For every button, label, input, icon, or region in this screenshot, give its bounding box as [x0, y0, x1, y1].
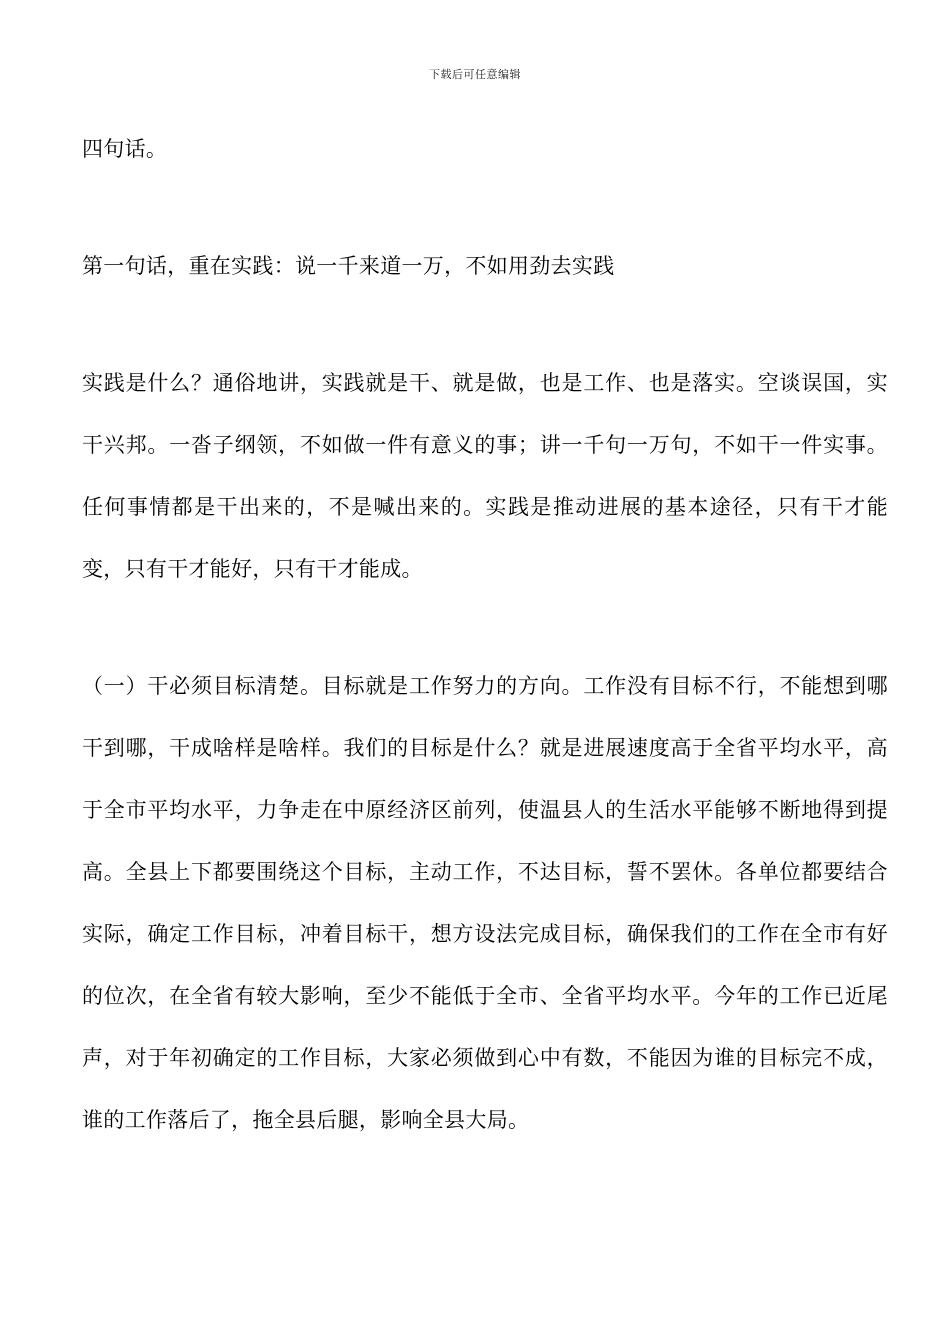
intro-line: 四句话。 [82, 137, 168, 161]
paragraph-goals: （一）干必须目标清楚。目标就是工作努力的方向。工作没有目标不行，不能想到哪干到哪，干成啥样是啥样。我们的目标是什么？就是进展速度高于全省平均水平，高于全市平均水平，力争走在中原经济区前列，使温县人的生活水平能够不断地得到提高。全县上下都要围绕这个目标，主动工作，不达目标，誓不罢休。各单位都要结合实际，确定工作目标，冲着目标干，想方设法完成目标，确保我们的工作在全市有好的位次，在全省有较大影响，至少不能低于全市、全省平均水平。今年的工作已近尾声，对于年初确定的工作目标，大家必须做到心中有数，不能因为谁的目标完不成，谁的工作落后了，拖全县后腿，影响全县大局。 [82, 674, 888, 1132]
header-note: 下载后可任意编辑 [429, 68, 521, 81]
section-heading: 第一句话，重在实践：说一千来道一万，不如用劲去实践 [82, 254, 615, 278]
paragraph-practice: 实践是什么？通俗地讲，实践就是干、就是做，也是工作、也是落实。空谈误国，实干兴邦。一沓子纲领，不如做一件有意义的事；讲一千句一万句，不如干一件实事。任何事情都是干出来的，不是喊出来的。实践是推动进展的基本途径，只有干才能变，只有干才能好，只有干才能成。 [82, 371, 888, 581]
document-body [82, 118, 888, 1151]
